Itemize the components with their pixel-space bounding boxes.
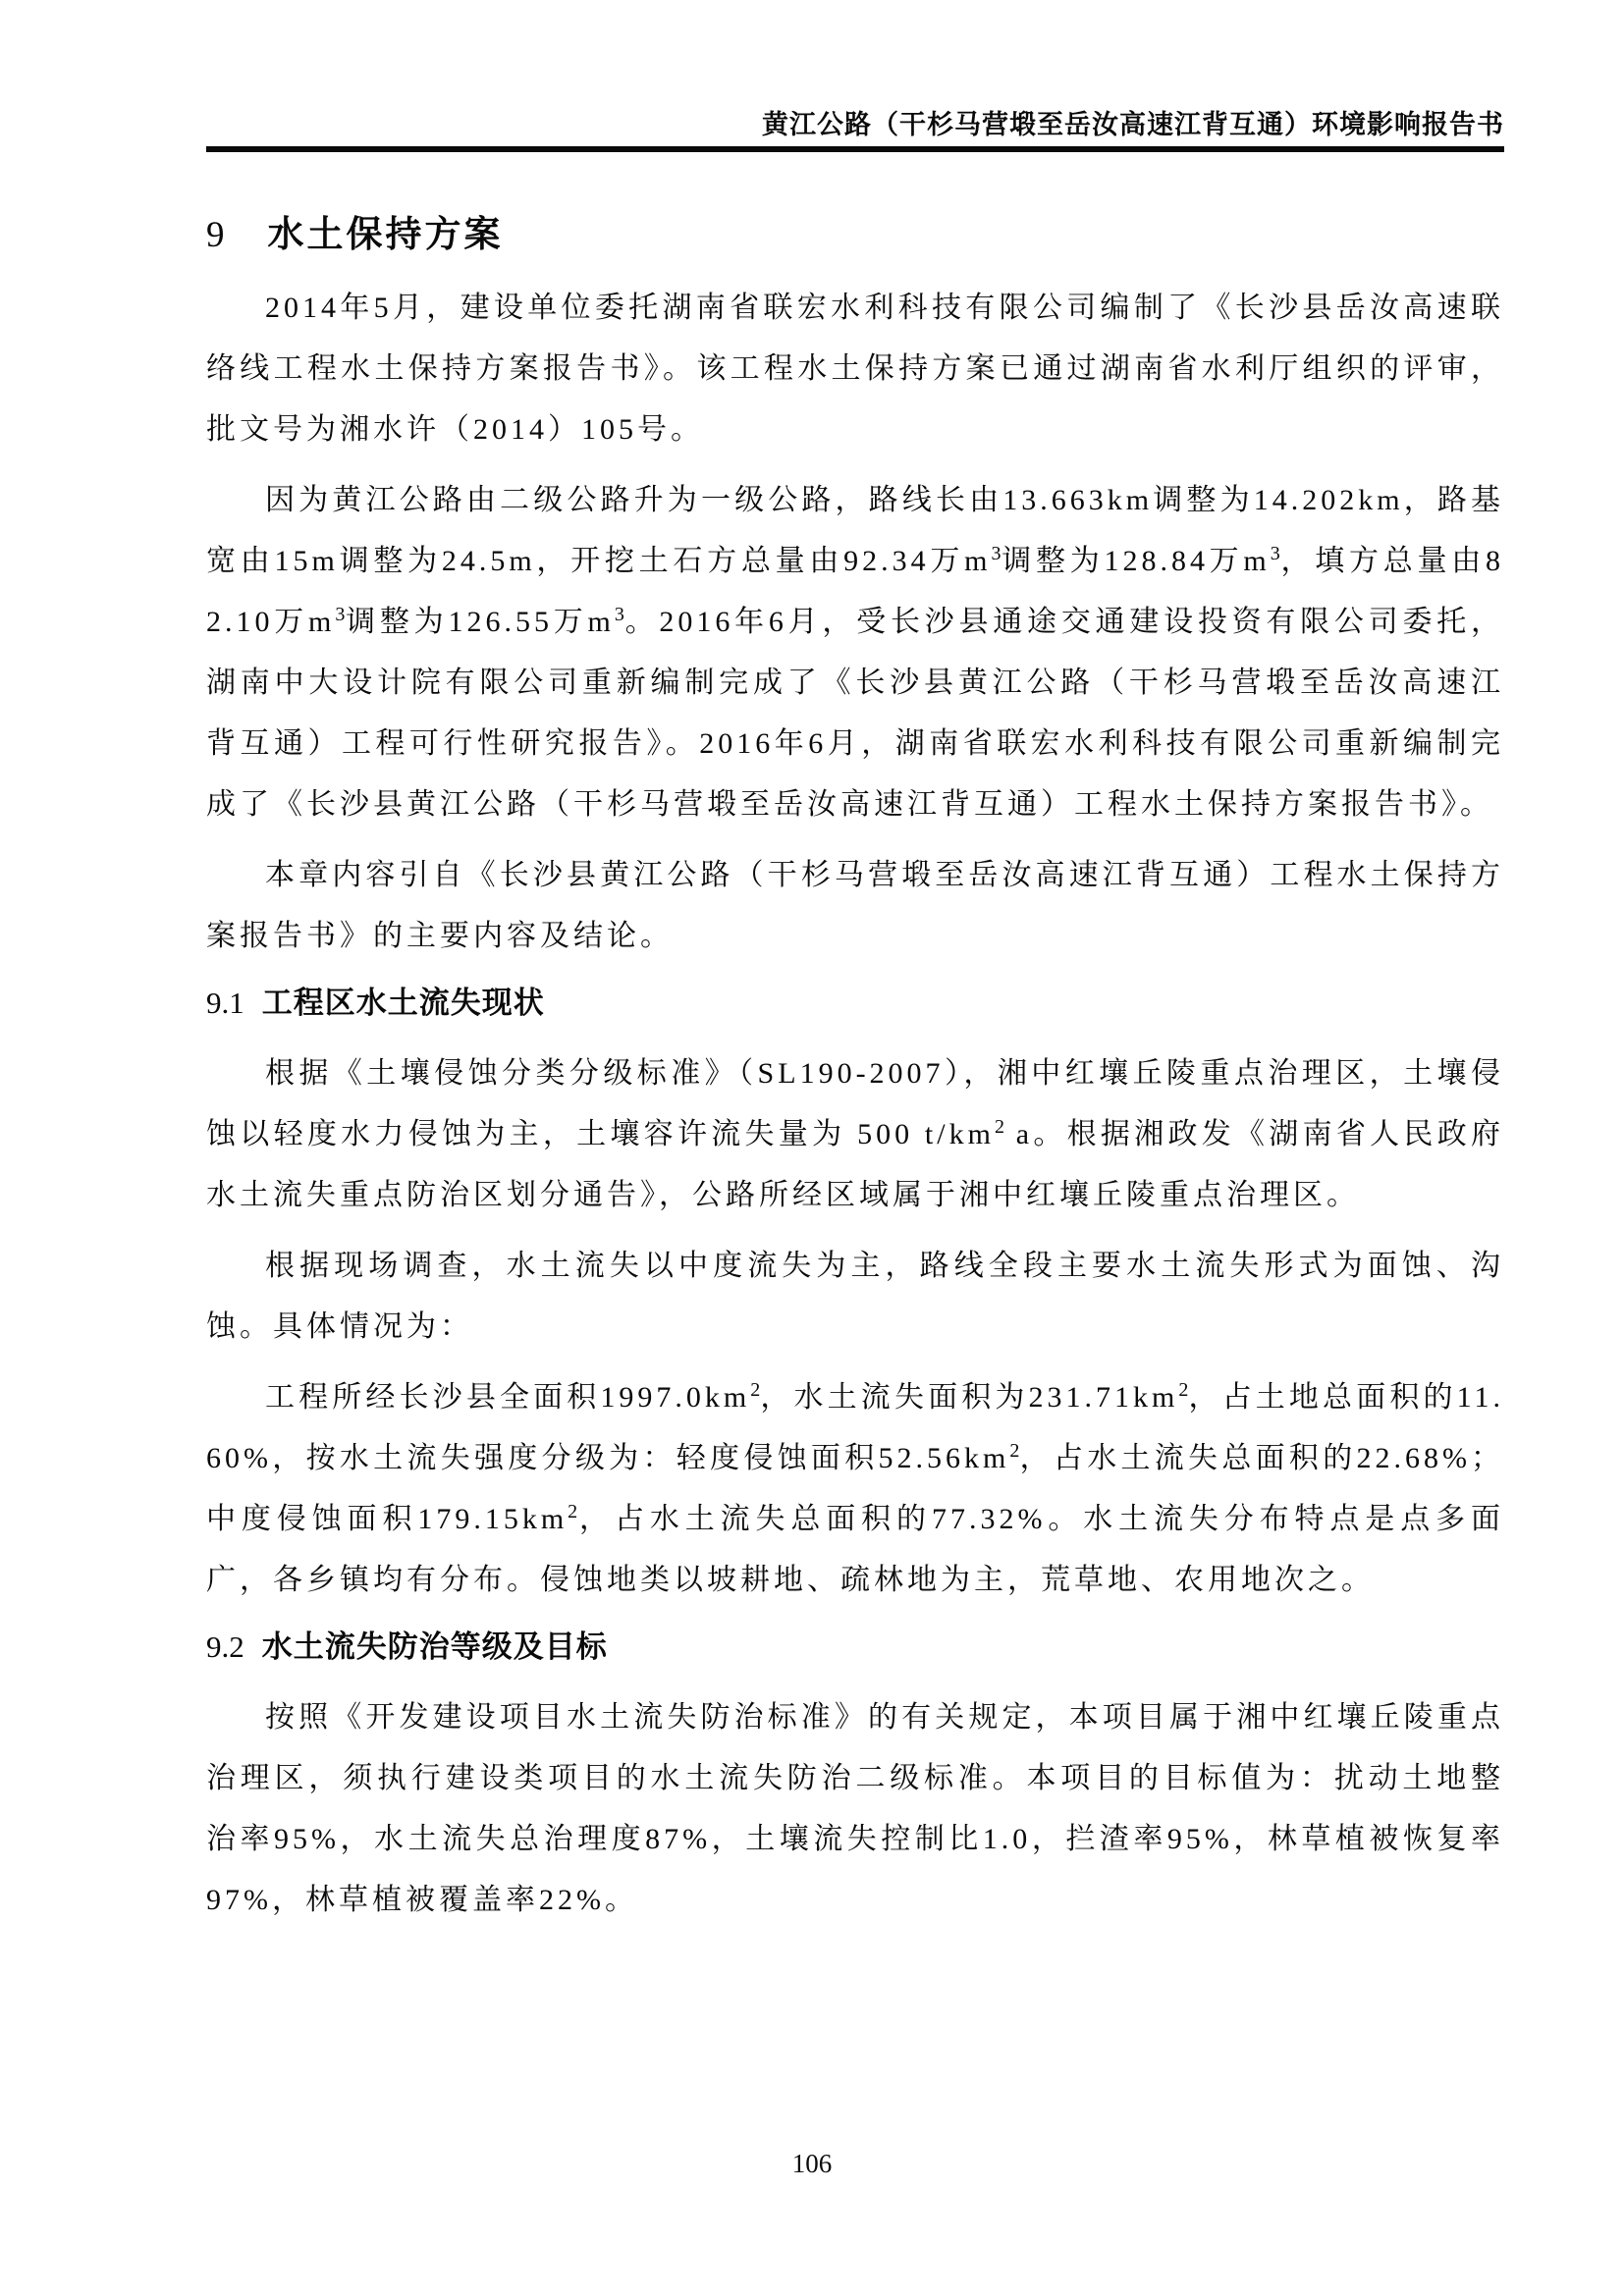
running-header-title: 黄江公路（干杉马营塅至岳汝高速江背互通）环境影响报告书 (762, 110, 1504, 139)
superscript: 3 (1270, 543, 1280, 564)
paragraph: 工程所经长沙县全面积$1997.0km^2$，水土流失面积为$231.71km^2$，占土地总面积的11.60%，按水土流失强度分级为：轻度侵蚀面积$52.56km^2$，占水土流失总面积的22.68%；中度侵蚀面积$179.15km^2$，占水土流失总面积的77.32%。水土流失分布特点是点多面广，各乡镇均有分布。侵蚀地类以坡耕地、疏林地为主，荒草地、农用地次之。 (206, 1379, 1505, 1596)
heading-title: 水土流失防治等级及目标 (261, 1629, 608, 1664)
section-heading (206, 983, 1504, 1024)
document-body (206, 155, 1504, 1941)
heading-number: 9 (206, 215, 225, 255)
superscript: 2 (1009, 1440, 1020, 1462)
superscript: 3 (335, 604, 346, 625)
heading-title: 水土保持方案 (267, 214, 504, 254)
page-number: 106 (791, 2149, 833, 2178)
superscript: 2 (994, 1116, 1004, 1138)
superscript: 2 (1178, 1379, 1189, 1401)
paragraph: 根据《土壤侵蚀分类分级标准》（SL190-2007），湘中红壤丘陵重点治理区，土壤侵蚀以轻度水力侵蚀为主，土壤容许流失量为 500 $t/km^2$ a。根据湘政发《湖南省人民政府水土流失重点防治区划分通告》，公路所经区域属于湘中红壤丘陵重点治理区。 (206, 1057, 1504, 1211)
heading-number: 9.2 (206, 1629, 244, 1664)
heading-number: 9.1 (206, 986, 244, 1020)
superscript: 3 (991, 543, 1001, 564)
paragraph: 2014年5月，建设单位委托湖南省联宏水利科技有限公司编制了《长沙县岳汝高速联络线工程水土保持方案报告书》。该工程水土保持方案已通过湖南省水利厅组织的评审，批文号为湘水许（2014）105号。 (206, 292, 1504, 446)
superscript: 2 (750, 1379, 761, 1401)
chapter-heading (206, 212, 1504, 258)
page-footer (0, 2148, 1624, 2179)
paragraph: 本章内容引自《长沙县黄江公路（干杉马营塅至岳汝高速江背互通）工程水土保持方案报告书》的主要内容及结论。 (206, 859, 1504, 952)
page-header (206, 0, 1504, 152)
superscript: 2 (568, 1501, 578, 1522)
superscript: 3 (614, 604, 624, 625)
section-heading (206, 1627, 1504, 1668)
heading-title: 工程区水土流失现状 (261, 986, 545, 1020)
paragraph: 按照《开发建设项目水土流失防治标准》的有关规定，本项目属于湘中红壤丘陵重点治理区，须执行建设类项目的水土流失防治二级标准。本项目的目标值为：扰动土地整治率95%，水土流失总治理度87%，土壤流失控制比1.0，拦渣率95%，林草植被恢复率97%，林草植被覆盖率22%。 (206, 1701, 1504, 1916)
paragraph: 根据现场调查，水土流失以中度流失为主，路线全段主要水土流失形式为面蚀、沟蚀。具体情况为： (206, 1250, 1504, 1343)
paragraph: 因为黄江公路由二级公路升为一级公路，路线长由13.663km调整为14.202km，路基宽由15m调整为24.5m，开挖土石方总量由92.34万$m^3$调整为128.84万$m^3$，填方总量由82.10万$m^3$调整为126.55万$m^3$。2016年6月，受长沙县通途交通建设投资有限公司委托，湖南中大设计院有限公司重新编制完成了《长沙县黄江公路（干杉马营塅至岳汝高速江背互通）工程可行性研究报告》。2016年6月，湖南省联宏水利科技有限公司重新编制完成了《长沙县黄江公路（干杉马营塅至岳汝高速江背互通）工程水土保持方案报告书》。 (206, 484, 1505, 821)
